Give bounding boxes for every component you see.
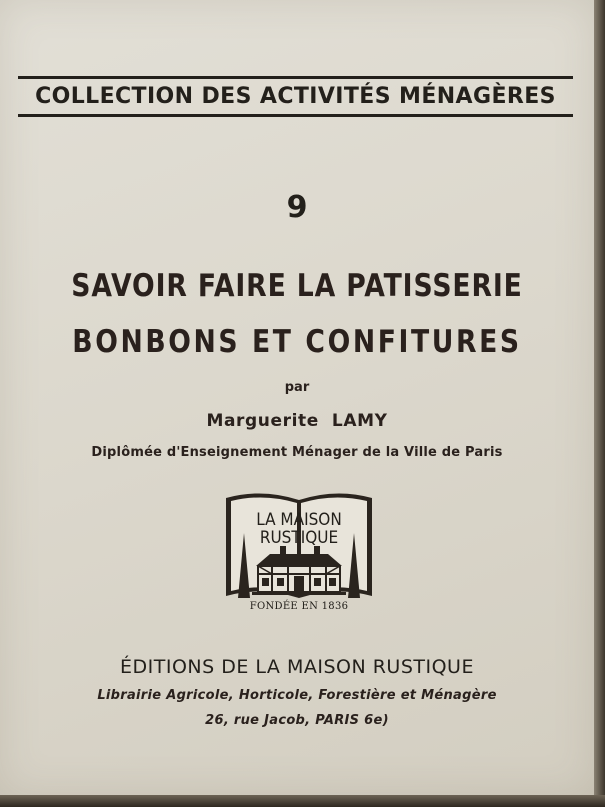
logo-founded-year: FONDÉE EN 1836 (249, 601, 349, 612)
author-credential: Diplômée d'Enseignement Ménager de la Ville de Paris (91, 445, 503, 460)
page-edge-bottom (0, 795, 605, 807)
page-edge-right (594, 0, 605, 807)
book-title-line-1: SAVOIR FAIRE LA PATISSERIE (71, 268, 523, 304)
book-title-line-2: BONBONS ET CONFITURES (72, 324, 522, 360)
publisher-subtitle: Librairie Agricole, Horticole, Forestière et Ménagère (97, 688, 497, 703)
logo-name-line-2: RUSTIQUE (259, 528, 339, 548)
author-name: Marguerite LAMY (206, 411, 388, 431)
publisher-logo (222, 488, 376, 618)
series-bottom-rule (18, 114, 573, 117)
by-label: par (284, 380, 310, 395)
volume-number: 9 (286, 190, 308, 225)
logo-name-line-1: LA MAISON (256, 510, 342, 530)
publisher-name: ÉDITIONS DE LA MAISON RUSTIQUE (120, 656, 474, 678)
publisher-address: 26, rue Jacob, PARIS 6e) (205, 713, 389, 728)
series-top-rule (18, 76, 573, 79)
series-title: COLLECTION DES ACTIVITÉS MÉNAGÈRES (35, 84, 556, 109)
